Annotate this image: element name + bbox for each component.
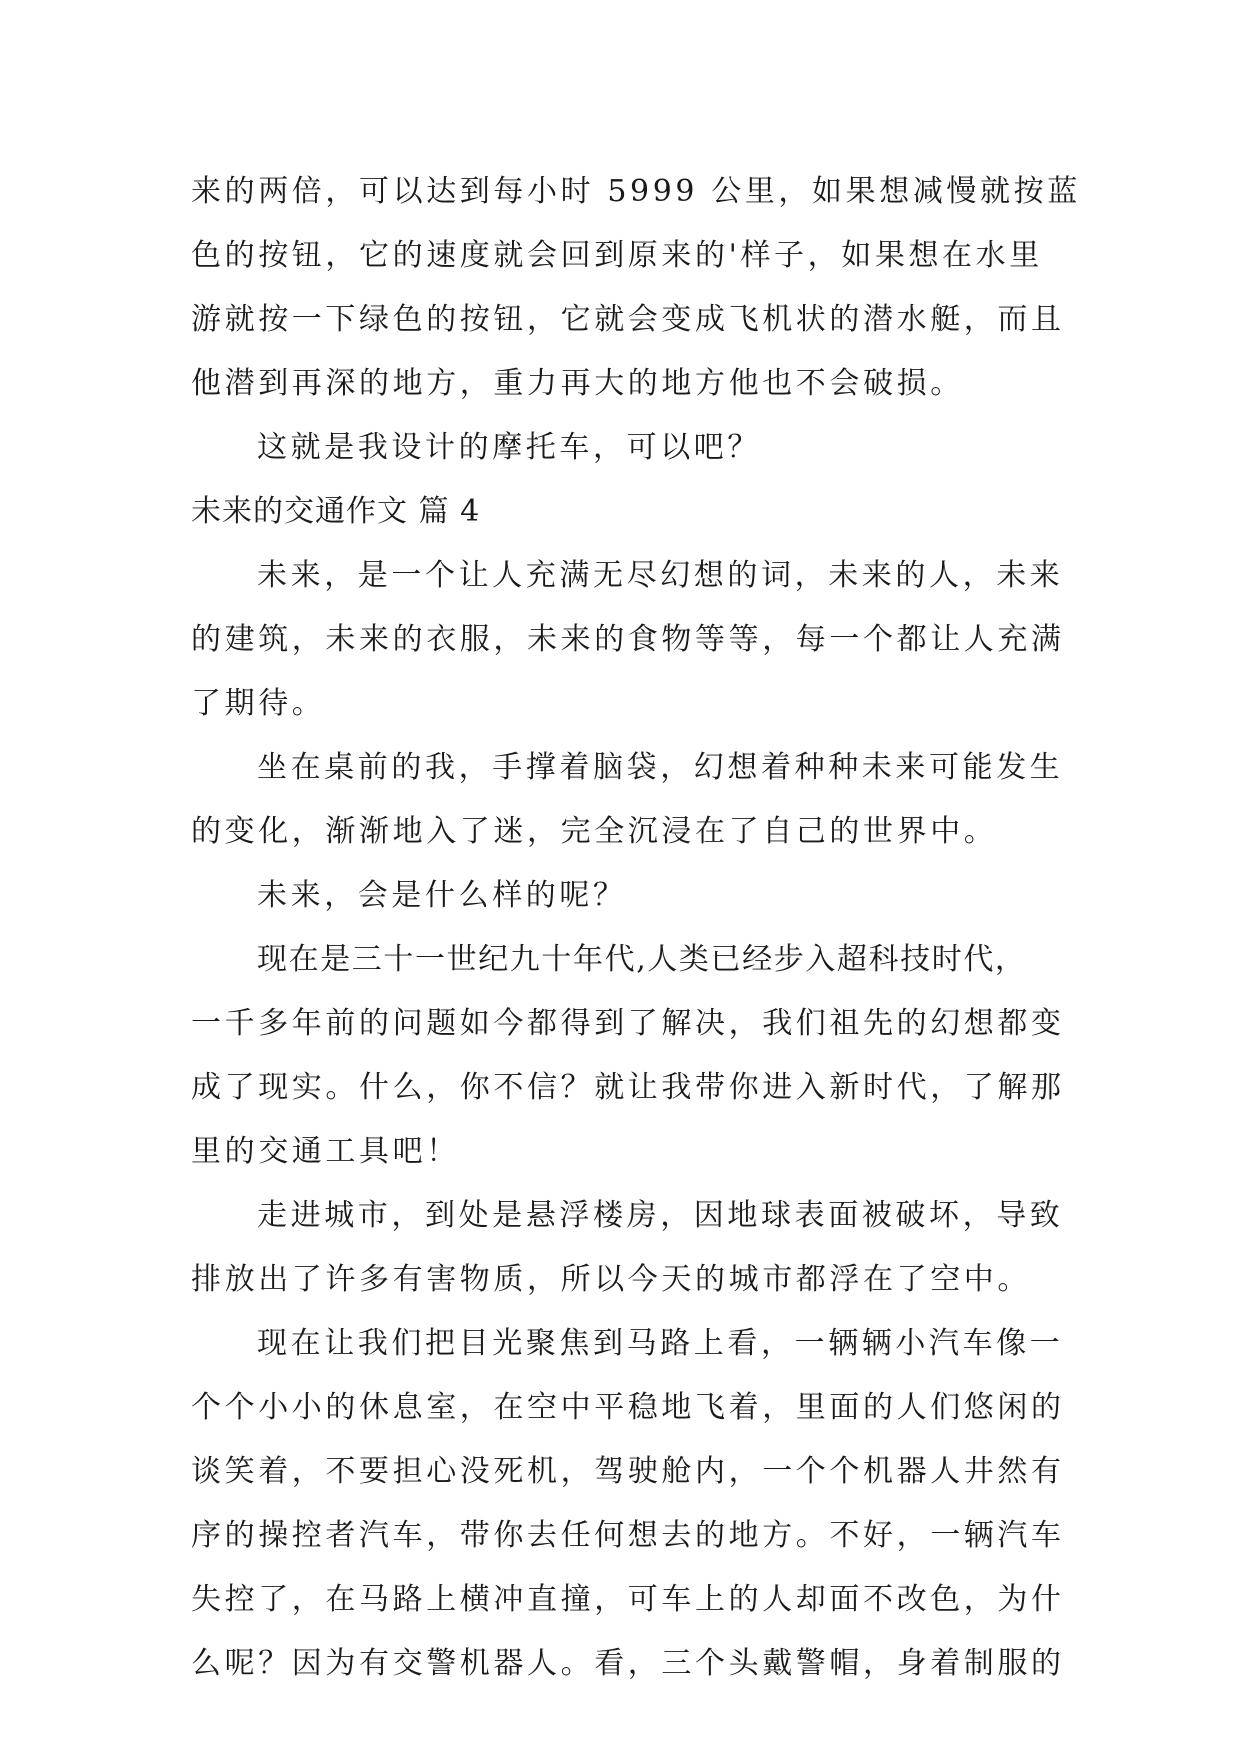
- paragraph-line: 这就是我设计的摩托车，可以吧？: [257, 430, 761, 465]
- paragraph-line: 现在让我们把目光聚焦到马路上看，一辆辆小汽车像一: [257, 1326, 1064, 1361]
- paragraph-line: 里的交通工具吧！: [191, 1134, 460, 1169]
- paragraph-line: 的变化，渐渐地入了迷，完全沉浸在了自己的世界中。: [191, 814, 998, 849]
- section-heading: 未来的交通作文 篇 4: [191, 494, 481, 529]
- paragraph-line: 现在是三十一世纪九十年代,人类已经步入超科技时代，: [257, 942, 1027, 977]
- paragraph-line: 成了现实。什么，你不信？就让我带你进入新时代，了解那: [191, 1070, 1065, 1105]
- paragraph-line: 个个小小的休息室，在空中平稳地飞着，里面的人们悠闲的: [191, 1390, 1065, 1425]
- paragraph-line: 色的按钮，它的速度就会回到原来的'样子，如果想在水里: [191, 238, 1043, 273]
- paragraph-line: 失控了，在马路上横冲直撞，可车上的人却面不改色，为什: [191, 1582, 1065, 1617]
- paragraph-line: 来的两倍，可以达到每小时 5999 公里，如果想减慢就按蓝: [191, 174, 1081, 209]
- paragraph-line: 未来，会是什么样的呢？: [257, 878, 627, 913]
- paragraph-line: 么呢？因为有交警机器人。看，三个头戴警帽，身着制服的: [191, 1646, 1065, 1681]
- paragraph-line: 谈笑着，不要担心没死机，驾驶舱内，一个个机器人井然有: [191, 1454, 1065, 1489]
- paragraph-line: 了期待。: [191, 686, 326, 721]
- paragraph-line: 游就按一下绿色的按钮，它就会变成飞机状的潜水艇，而且: [191, 302, 1065, 337]
- paragraph-line: 坐在桌前的我，手撑着脑袋，幻想着种种未来可能发生: [257, 750, 1064, 785]
- paragraph-line: 排放出了许多有害物质，所以今天的城市都浮在了空中。: [191, 1262, 1031, 1297]
- document-body: [191, 160, 1081, 1696]
- paragraph-line: 走进城市，到处是悬浮楼房，因地球表面被破坏，导致: [257, 1198, 1064, 1233]
- paragraph-line: 他潜到再深的地方，重力再大的地方他也不会破损。: [191, 366, 964, 401]
- paragraph-line: 未来，是一个让人充满无尽幻想的词，未来的人，未来: [257, 558, 1064, 593]
- paragraph-line: 一千多年前的问题如今都得到了解决，我们祖先的幻想都变: [191, 1006, 1065, 1041]
- paragraph-line: 序的操控者汽车，带你去任何想去的地方。不好，一辆汽车: [191, 1518, 1065, 1553]
- paragraph-line: 的建筑，未来的衣服，未来的食物等等，每一个都让人充满: [191, 622, 1065, 657]
